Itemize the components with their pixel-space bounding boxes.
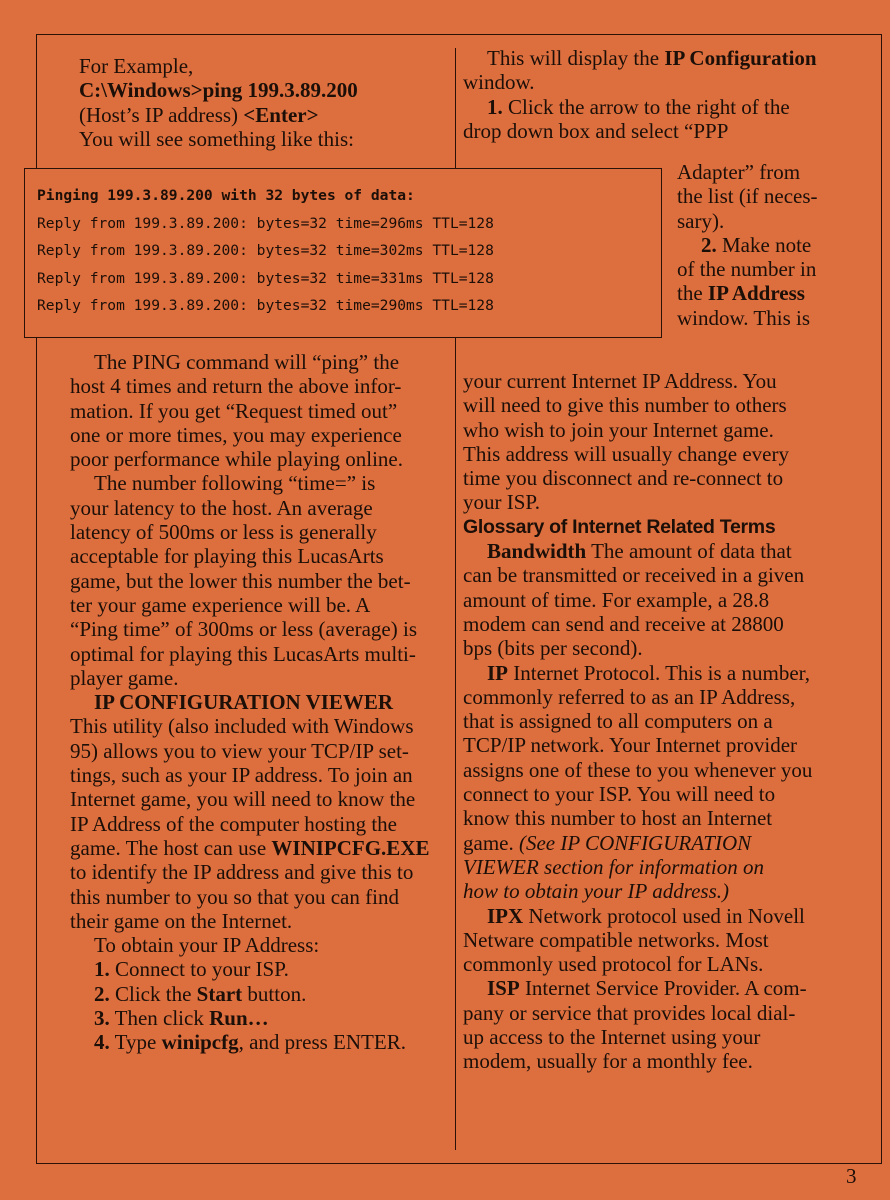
latency-line: acceptable for playing this LucasArts	[70, 544, 384, 569]
current-ip-line: will need to give this number to others	[463, 393, 787, 418]
right-step-2-line: of the number in	[677, 257, 817, 282]
glossary-text: game.	[463, 830, 519, 855]
example-host-line	[79, 103, 449, 127]
step-text: Click the arrow to the right of the	[502, 94, 790, 119]
start-button-term: Start	[196, 981, 243, 1006]
glossary-text: Internet Service Provider. A com-	[519, 976, 807, 1001]
ping-reply-line: Reply from 199.3.89.200: bytes=32 time=296ms TTL=128	[37, 214, 494, 232]
latency-line: latency of 500ms or less is generally	[70, 520, 377, 545]
winipcfg-term: winipcfg	[161, 1030, 239, 1055]
ip-line	[463, 831, 831, 855]
glossary-term: Bandwidth	[487, 539, 587, 564]
glossary-heading: Glossary of Internet Related Terms	[463, 515, 776, 538]
glossary-term: ISP	[487, 976, 520, 1001]
obtain-intro: To obtain your IP Address:	[94, 933, 320, 958]
right-step-1-line: drop down box and select “PPP	[463, 118, 729, 143]
enter-key: <Enter>	[243, 102, 319, 127]
latency-line: player game.	[70, 665, 179, 690]
right-column-main	[463, 369, 831, 1074]
current-ip-line: time you disconnect and re-connect to	[463, 466, 784, 491]
bandwidth-line: modem can send and receive at 28800	[463, 611, 784, 636]
glossary-term: IP	[487, 660, 508, 685]
ip-line: connect to your ISP. You will need to	[463, 782, 776, 807]
step-text: , and press ENTER.	[238, 1030, 406, 1055]
host-note: (Host’s IP address)	[79, 102, 244, 127]
step-number: 2.	[94, 981, 110, 1006]
current-ip-line: who wish to join your Internet game.	[463, 417, 774, 442]
step-2	[70, 982, 440, 1006]
ipconfig-line: to identify the IP address and give this to	[70, 860, 414, 885]
winipcfg-exe: WINIPCFG.EXE	[271, 835, 430, 860]
ping-paragraph-line: The PING command will “ping” the	[94, 350, 400, 374]
glossary-italic: (See IP CONFIGURATION	[518, 830, 752, 855]
glossary-term: IPX	[487, 903, 524, 928]
step-3	[70, 1006, 440, 1030]
left-column-main	[70, 350, 440, 1055]
step-text: Connect to your ISP.	[109, 957, 289, 982]
right-step-1-line: sary).	[677, 208, 725, 233]
display-line: window.	[463, 70, 535, 95]
example-label: For Example,	[79, 54, 194, 78]
step-number: 4.	[94, 1030, 110, 1055]
ipx-line: Netware compatible networks. Most	[463, 927, 769, 952]
step-number: 1.	[94, 957, 110, 982]
ip-line: TCP/IP network. Your Internet provider	[463, 733, 798, 758]
left-column-top	[79, 54, 449, 151]
ping-reply-line: Reply from 199.3.89.200: bytes=32 time=302ms TTL=128	[37, 242, 494, 259]
step-text: Make note	[716, 232, 812, 257]
isp-line: pany or service that provides local dial-	[463, 1000, 796, 1025]
glossary-text: Network protocol used in Novell	[523, 903, 805, 928]
right-column-narrow	[677, 160, 847, 330]
ping-output-box	[24, 168, 662, 338]
ipconfig-heading: IP CONFIGURATION VIEWER	[94, 690, 394, 715]
bandwidth-line: bps (bits per second).	[463, 636, 643, 661]
step-1	[70, 957, 440, 981]
glossary-text: The amount of data that	[586, 539, 792, 564]
page-number: 3	[846, 1164, 857, 1188]
ip-configuration-term: IP Configuration	[664, 46, 817, 70]
ping-paragraph-line: host 4 times and return the above infor-	[70, 374, 402, 399]
latency-line: game, but the lower this number the bet-	[70, 568, 411, 593]
isp-line	[463, 976, 831, 1000]
ipconfig-line: This utility (also included with Windows	[70, 714, 414, 739]
ip-line: know this number to host an Internet	[463, 806, 773, 831]
example-command: C:\Windows>ping 199.3.89.200	[79, 78, 358, 103]
step-4	[70, 1030, 440, 1054]
ip-line: how to obtain your IP address.)	[463, 879, 729, 904]
step-text: Click the	[109, 981, 197, 1006]
display-line	[463, 46, 831, 70]
ipconfig-line: this number to you so that you can find	[70, 884, 399, 909]
ping-paragraph-line: mation. If you get “Request timed out”	[70, 398, 398, 423]
run-term: Run…	[209, 1006, 269, 1031]
isp-line: modem, usually for a monthly fee.	[463, 1049, 753, 1074]
ip-line: VIEWER section for information on	[463, 854, 764, 879]
right-step-1-line	[463, 95, 831, 119]
ipconfig-line: their game on the Internet.	[70, 908, 293, 933]
ip-line: assigns one of these to you whenever you	[463, 757, 813, 782]
latency-line: optimal for playing this LucasArts multi-	[70, 641, 416, 666]
step-text: button.	[242, 981, 307, 1006]
ipconfig-line: IP Address of the computer hosting the	[70, 811, 398, 836]
ipx-line	[463, 904, 831, 928]
step-number: 2.	[701, 232, 717, 257]
latency-line: The number following “time=” is	[94, 471, 376, 496]
current-ip-line: your current Internet IP Address. You	[463, 369, 777, 393]
right-step-1-line: the list (if neces-	[677, 184, 818, 209]
ip-address-term: IP Address	[707, 281, 805, 306]
step-number: 1.	[487, 94, 503, 119]
ipconfig-line	[70, 836, 440, 860]
ipconfig-line: 95) allows you to view your TCP/IP set-	[70, 738, 409, 763]
ping-reply-line: Reply from 199.3.89.200: bytes=32 time=331ms TTL=128	[37, 269, 494, 287]
step-number: 3.	[94, 1006, 110, 1031]
latency-line: “Ping time” of 300ms or less (average) is	[70, 617, 417, 642]
ip-line: commonly referred to as an IP Address,	[463, 684, 796, 709]
bandwidth-line	[463, 539, 831, 563]
isp-line: up access to the Internet using your	[463, 1025, 761, 1050]
glossary-text: Internet Protocol. This is a number,	[508, 660, 811, 685]
ipx-line: commonly used protocol for LANs.	[463, 952, 764, 977]
ping-paragraph-line: poor performance while playing online.	[70, 447, 403, 472]
step-text: the	[677, 281, 708, 306]
ping-reply-line: Reply from 199.3.89.200: bytes=32 time=290ms TTL=128	[37, 297, 494, 314]
right-step-2-line: window. This is	[677, 305, 811, 330]
see-like-line: You will see something like this:	[79, 126, 354, 151]
step-text: Type	[109, 1030, 162, 1055]
ping-output-header: Pinging 199.3.89.200 with 32 bytes of data:	[37, 187, 415, 204]
right-step-2-line	[677, 281, 847, 305]
ip-line	[463, 661, 831, 685]
latency-line: your latency to the host. An average	[70, 495, 373, 520]
current-ip-line: your ISP.	[463, 490, 541, 515]
bandwidth-line: can be transmitted or received in a given	[463, 563, 805, 588]
ipconfig-line: Internet game, you will need to know the	[70, 787, 416, 812]
ipconfig-line: tings, such as your IP address. To join an	[70, 763, 413, 788]
right-column-top	[463, 46, 831, 143]
ping-paragraph-line: one or more times, you may experience	[70, 422, 402, 447]
ip-line: that is assigned to all computers on a	[463, 709, 773, 734]
latency-line: ter your game experience will be. A	[70, 592, 371, 617]
right-step-2-line	[677, 233, 847, 257]
display-text: This will display the	[487, 46, 665, 70]
step-text: Then click	[109, 1006, 210, 1031]
current-ip-line: This address will usually change every	[463, 441, 789, 466]
right-step-1-line: Adapter” from	[677, 160, 801, 184]
ipconfig-line-text: game. The host can use	[70, 835, 272, 860]
bandwidth-line: amount of time. For example, a 28.8	[463, 587, 770, 612]
